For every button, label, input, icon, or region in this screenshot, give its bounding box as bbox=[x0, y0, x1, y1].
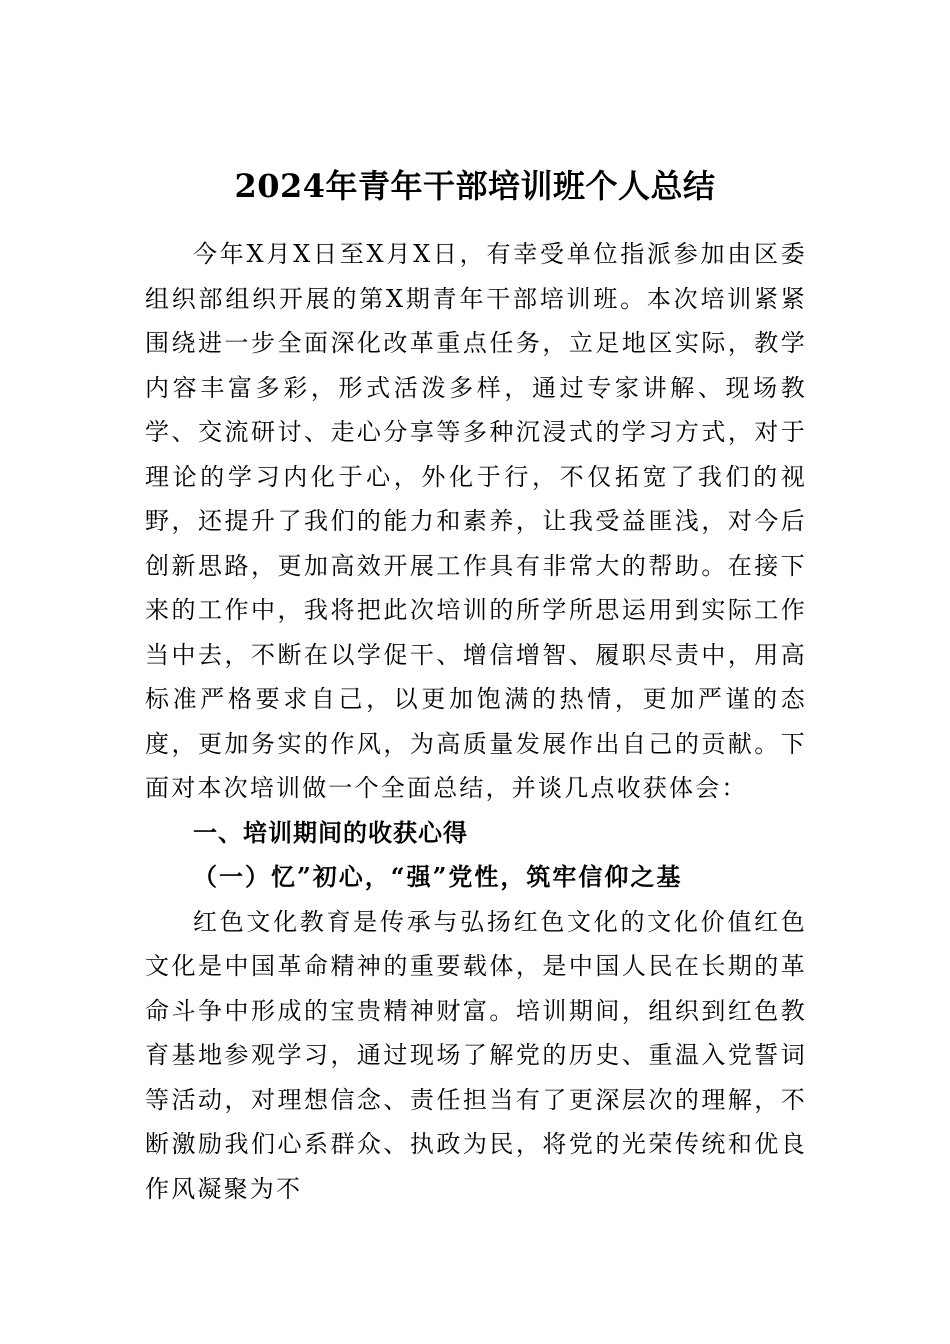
document-title: 2024年青年干部培训班个人总结 bbox=[234, 167, 716, 205]
intro-paragraph: 今年X月X日至X月X日，有幸受单位指派参加由区委组织部组织开展的第X期青年干部培训班。本次培训紧紧围绕进一步全面深化改革重点任务，立足地区实际，教学内容丰富多彩，形式活泼多样，通过专家讲解、现场教学、交流研讨、走心分享等多种沉浸式的学习方式，对于理论的学习内化于心，外化于行，不仅拓宽了我们的视野，还提升了我们的能力和素养，让我受益匪浅，对今后创新思路，更加高效开展工作具有非常大的帮助。在接下来的工作中，我将把此次培训的所学所思运用到实际工作当中去，不断在以学促干、增信增智、履职尽责中，用高标准严格要求自己，以更加饱满的热情，更加严谨的态度，更加务实的作风，为高质量发展作出自己的贡献。下面对本次培训做一个全面总结，并谈几点收获体会： bbox=[145, 240, 807, 802]
subsection-heading: （一）忆”初心，“强”党性，筑牢信仰之基 bbox=[193, 862, 683, 891]
section-heading: 一、培训期间的收获心得 bbox=[193, 818, 468, 847]
subsection-paragraph: 红色文化教育是传承与弘扬红色文化的文化价值红色文化是中国革命精神的重要载体，是中国人民在长期的革命斗争中形成的宝贵精神财富。培训期间，组织到红色教育基地参观学习，通过现场了解党的历史、重温入党誓词等活动，对理想信念、责任担当有了更深层次的理解，不断激励我们心系群众、执政为民，将党的光荣传统和优良作风凝聚为不 bbox=[145, 907, 807, 1203]
document-body bbox=[145, 232, 807, 1211]
